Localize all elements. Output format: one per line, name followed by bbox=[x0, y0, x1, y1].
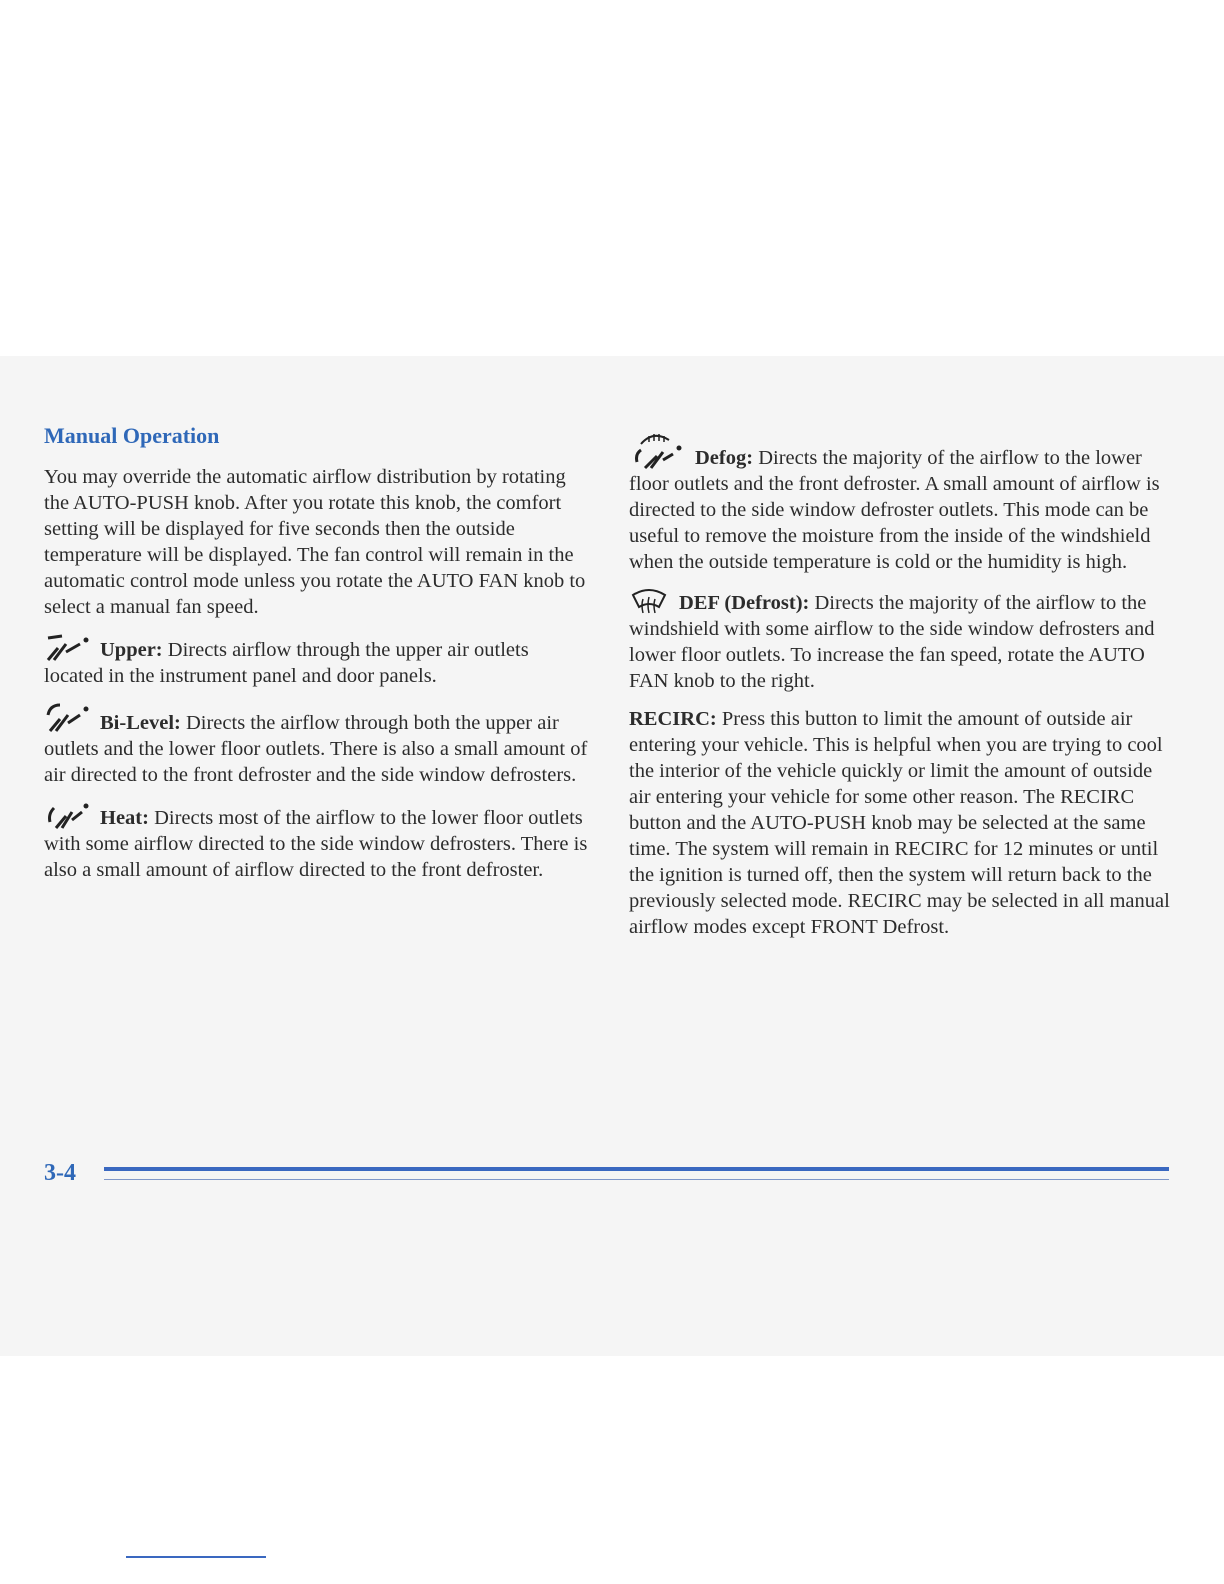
mode-bilevel-text: Directs the airflow through both the upper air outlets and the lower floor outlets. There is also a small amount of air directed to the front defroster and the side window defrosters. bbox=[44, 712, 588, 786]
mode-heat-text: Directs most of the airflow to the lower floor outlets with some airflow directed to the side window defrosters. There is also a small amount of airflow directed to the front defroster. bbox=[44, 807, 588, 881]
page-footer bbox=[44, 1160, 1174, 1190]
mode-bilevel-term: Bi-Level: bbox=[100, 712, 181, 734]
mode-bilevel bbox=[44, 701, 589, 788]
upper-vent-icon bbox=[44, 632, 90, 662]
footer-rule-thin bbox=[104, 1179, 1169, 1180]
bilevel-vent-icon bbox=[44, 701, 90, 735]
defog-icon bbox=[629, 428, 685, 470]
mode-def-term: DEF (Defrost): bbox=[679, 592, 810, 614]
mode-def bbox=[629, 587, 1174, 694]
right-column bbox=[629, 420, 1174, 952]
defrost-icon bbox=[629, 587, 669, 615]
mode-defog bbox=[629, 428, 1174, 575]
page-number: 3-4 bbox=[44, 1160, 76, 1186]
mode-heat-term: Heat: bbox=[100, 807, 149, 829]
intro-paragraph: You may override the automatic airflow distribution by rotating the AUTO-PUSH knob. After you rotate this knob, the comfort setting will be displayed for five seconds then the outside temperature will be displayed. The fan control will remain in the automatic control mode unless you rotate the AUTO FAN knob to select a manual fan speed. bbox=[44, 466, 586, 618]
mode-upper bbox=[44, 632, 589, 689]
mode-def-text: Directs the majority of the airflow to the windshield with some airflow to the side window defrosters and lower floor outlets. To increase the fan speed, rotate the AUTO FAN knob to the right. bbox=[629, 592, 1155, 692]
mode-upper-term: Upper: bbox=[100, 639, 163, 661]
mode-heat bbox=[44, 800, 589, 883]
mode-upper-text: Directs airflow through the upper air outlets located in the instrument panel and door panels. bbox=[44, 639, 529, 687]
footer-rule bbox=[104, 1167, 1169, 1171]
section-title: Manual Operation bbox=[44, 423, 220, 448]
mode-defog-term: Defog: bbox=[695, 447, 754, 469]
heat-vent-icon bbox=[44, 800, 90, 830]
mode-recirc-text: Press this button to limit the amount of outside air entering your vehicle. This is helpful when you are trying to cool the interior of the vehicle quickly or limit the amount of outside air entering your vehicle for some other reason. The RECIRC button and the AUTO-PUSH knob may be selected at the same time. The system will remain in RECIRC for 12 minutes or until the ignition is turned off, then the system will return back to the previously selected mode. RECIRC may be selected in all manual airflow modes except FRONT Defrost. bbox=[629, 708, 1170, 938]
mode-recirc-term: RECIRC: bbox=[629, 708, 717, 730]
left-column bbox=[44, 420, 589, 895]
mode-recirc bbox=[629, 706, 1174, 940]
bottom-divider bbox=[126, 1556, 266, 1558]
mode-defog-text: Directs the majority of the airflow to the lower floor outlets and the front defroster. A small amount of airflow is directed to the side window defroster outlets. This mode can be useful to remove the moisture from the inside of the windshield when the outside temperature is cold or the humidity is high. bbox=[629, 447, 1160, 573]
